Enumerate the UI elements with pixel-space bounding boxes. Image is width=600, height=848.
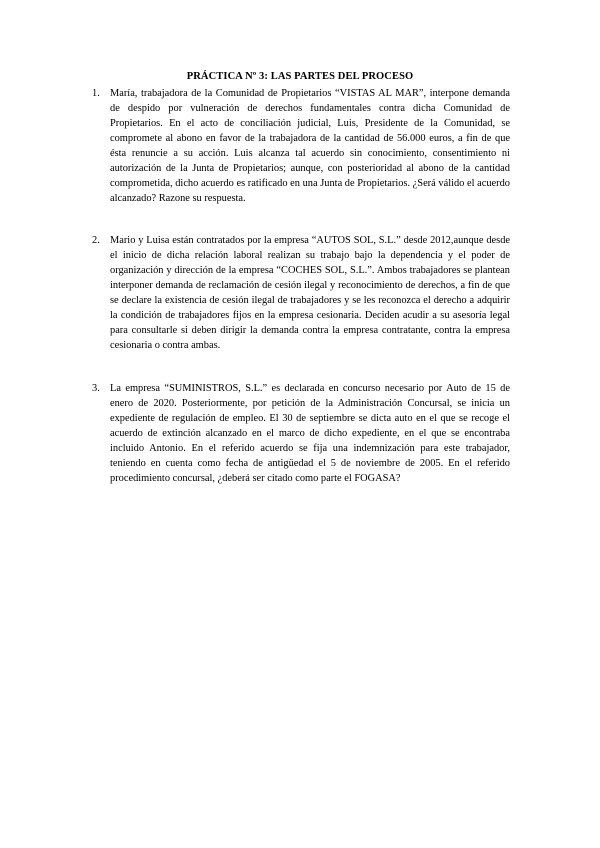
- practice-question-2: [92, 233, 510, 353]
- question-text: Mario y Luisa están contratados por la empresa “AUTOS SOL, S.L.” desde 2012,aunque desde el inicio de dicha relación laboral realizan su trabajo bajo la dependencia y el poder de organización y dirección de la empresa “COCHES SOL, S.L.”. Ambos trabajadores se plantean interponer demanda de reclamación de cesión ilegal y reconocimiento de derechos, a fin de que se declare la existencia de cesión ilegal de trabajadores y se les reconozca el derecho a adquirir la condición de trabajadores fijos en la empresa cesionaria. Deciden acudir a su asesoría legal para consultarle si deben dirigir la demanda contra la empresa contratante, contra la empresa cesionaria o contra ambas.: [110, 235, 510, 351]
- practice-question-3: [92, 381, 510, 486]
- question-text: María, trabajadora de la Comunidad de Propietarios “VISTAS AL MAR”, interpone demanda de despido por vulneración de derechos fundamentales contra dicha Comunidad de Propietarios. En el acto de conciliación judicial, Luis, Presidente de la Comunidad, se compromete al abono en favor de la trabajadora de la cantidad de 56.000 euros, a fin de que ésta renuncie a su acción. Luis alcanza tal acuerdo sin conocimiento, consentimiento ni autorización de la Junta de Propietarios; aunque, con posterioridad al abono de la cantidad comprometida, dicho acuerdo es ratificado en una Junta de Propietarios. ¿Será válido el acuerdo alcanzado? Razone su respuesta.: [110, 88, 510, 204]
- question-number: 3.: [92, 383, 100, 394]
- question-number: 2.: [92, 235, 100, 246]
- question-number: 1.: [92, 88, 100, 99]
- document-title: PRÁCTICA Nº 3: LAS PARTES DEL PROCESO: [186, 71, 414, 82]
- question-text: La empresa “SUMINISTROS, S.L.” es declarada en concurso necesario por Auto de 15 de enero de 2020. Posteriormente, por petición de la Administración Concursal, se inicia un expediente de regulación de empleo. El 30 de septiembre se dicta auto en el que se recoge el acuerdo de extinción alcanzado en el marco de dicho expediente, en el que se encontraba incluido Antonio. En el referido acuerdo se fija una indemnización para este trabajador, teniendo en cuenta como fecha de antigüedad el 5 de noviembre de 2005. En el referido procedimiento concursal, ¿deberá ser citado como parte el FOGASA?: [110, 383, 510, 484]
- practice-question-1: [92, 86, 510, 206]
